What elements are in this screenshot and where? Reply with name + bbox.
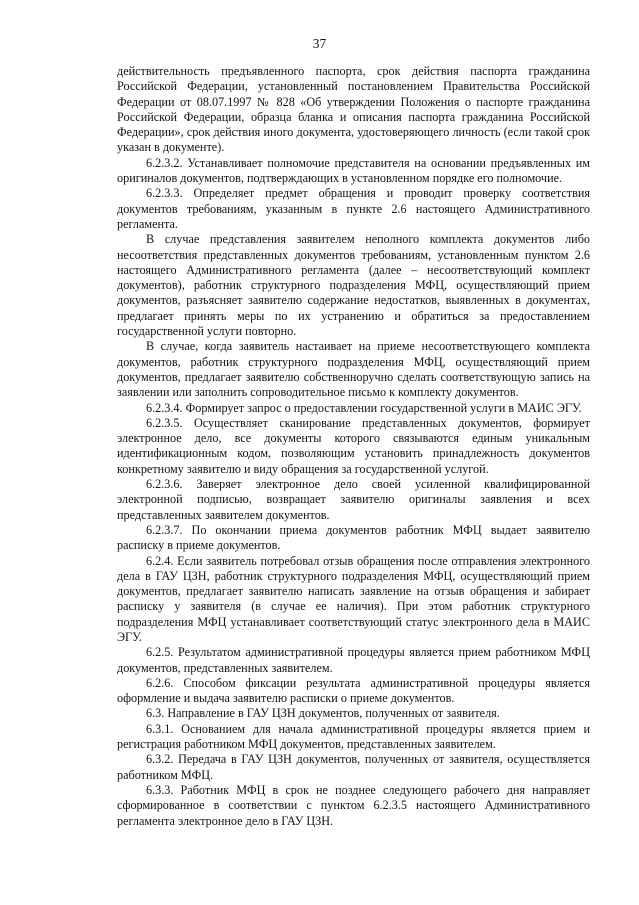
paragraph-6-2-3-2: 6.2.3.2. Устанавливает полномочие представителя на основании предъявленных им оригиналов документов, подтверждающих в установленном порядке его полномочие. xyxy=(117,155,590,186)
paragraph-6-2-3-5: 6.2.3.5. Осуществляет сканирование представленных документов, формирует электронное дело, все документы которого связываются единым уникальным идентификационным кодом, позволяющим установить принадлежность документов конкретному заявителю и виду обращения за государственной услугой. xyxy=(117,415,590,476)
paragraph-6-2-5: 6.2.5. Результатом административной процедуры является прием работником МФЦ документов, представленных заявителем. xyxy=(117,645,590,675)
paragraph-6-3: 6.3. Направление в ГАУ ЦЗН документов, полученных от заявителя. xyxy=(146,706,500,721)
paragraph-incomplete-documents: В случае представления заявителем неполного комплекта документов либо несоответствия представленных документов требованиям, установленным пунктом 2.6 настоящего Административного регламента (далее – несоответствующий комплект документов), работник структурного подразделения МФЦ, осуществляющий прием документов, разъясняет заявителю содержание недостатков, выявленных в документах, предлагает принять меры по их устранению и обратиться за предоставлением государственной услуги повторно. xyxy=(117,232,590,339)
paragraph-6-2-3-6: 6.2.3.6. Заверяет электронное дело своей усиленной квалифицированной электронной подписью, возвращает заявителю оригиналы заявления и всех представленных заявителем документов. xyxy=(117,477,590,522)
paragraph-6-3-3: 6.3.3. Работник МФЦ в срок не позднее следующего рабочего дня направляет сформированное в соответствии с пунктом 6.2.3.5 настоящего Административного регламента электронное дело в ГАУ ЦЗН. xyxy=(117,782,590,828)
paragraph-passport-validity: действительность предъявленного паспорта, срок действия паспорта гражданина Российской Федерации, установленный постановлением Правительства Российской Федерации от 08.07.1997 № 828 «Об утверждении Положения о паспорте гражданина Российской Федерации, образца бланка и описания паспорта гражданина Российской Федерации», срок действия иного документа, удостоверяющего личность (если такой срок указан в документе). xyxy=(117,64,590,155)
document-body xyxy=(117,64,590,829)
paragraph-6-3-2: 6.3.2. Передача в ГАУ ЦЗН документов, полученных от заявителя, осуществляется работником МФЦ. xyxy=(117,752,590,782)
paragraph-6-3-1: 6.3.1. Основанием для начала административной процедуры является прием и регистрация работником МФЦ документов, представленных заявителем. xyxy=(117,721,590,752)
paragraph-6-2-3-3: 6.2.3.3. Определяет предмет обращения и проводит проверку соответствия документов требованиям, указанным в пункте 2.6 настоящего Административного регламента. xyxy=(117,186,590,231)
page-number: 37 xyxy=(312,36,327,51)
paragraph-6-2-3-7: 6.2.3.7. По окончании приема документов работник МФЦ выдает заявителю расписку в приеме документов. xyxy=(117,522,590,553)
paragraph-6-2-3-4: 6.2.3.4. Формирует запрос о предоставлении государственной услуги в МАИС ЭГУ. xyxy=(146,400,582,415)
paragraph-6-2-4: 6.2.4. Если заявитель потребовал отзыв обращения после отправления электронного дела в ГАУ ЦЗН, работник структурного подразделения МФЦ, осуществляющий прием документов, предлагает заявителю написать заявление на отзыв обращения и забирает расписку у заявителя (в случае ее наличия). При этом работник структурного подразделения МФЦ устанавливает соответствующий статус электронного дела в МАИС ЭГУ. xyxy=(117,553,590,644)
paragraph-6-2-6: 6.2.6. Способом фиксации результата административной процедуры является оформление и выдача заявителю расписки о приеме документов. xyxy=(117,675,590,706)
paragraph-applicant-insists: В случае, когда заявитель настаивает на приеме несоответствующего комплекта документов, работник структурного подразделения МФЦ, осуществляющий прием документов, предлагает заявителю собственноручно сделать соответствующую запись на заявлении или заполнить сопроводительное письмо к комплекту документов. xyxy=(117,339,590,400)
